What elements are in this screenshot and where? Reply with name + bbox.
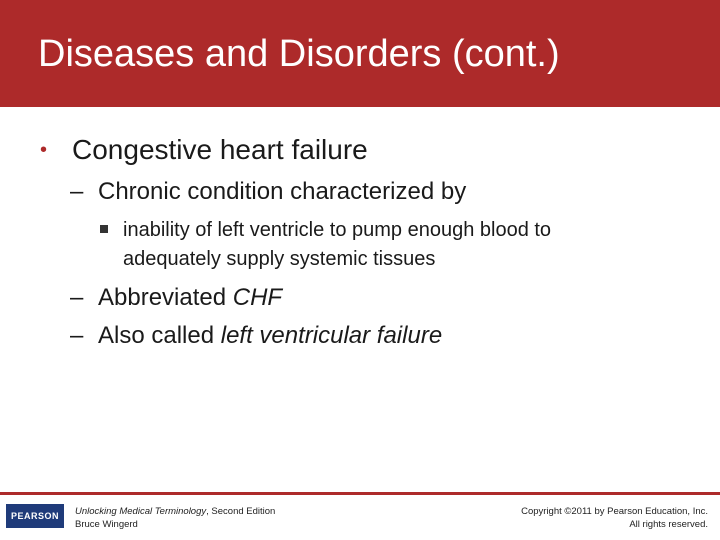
rights-text: All rights reserved. bbox=[629, 519, 708, 530]
dash-icon: – bbox=[70, 322, 84, 349]
book-title: Unlocking Medical Terminology bbox=[75, 506, 207, 517]
bullet-text: Congestive heart failure bbox=[72, 134, 368, 165]
square-bullet-icon bbox=[100, 225, 108, 233]
author: Bruce Wingerd bbox=[75, 519, 138, 530]
also-called-term: left ventricular failure bbox=[220, 322, 443, 349]
abbrev-term: CHF bbox=[232, 284, 283, 311]
abbrev-prefix: Abbreviated bbox=[98, 284, 233, 311]
sub-bullet-text: Chronic condition characterized by bbox=[98, 178, 467, 205]
copyright-text: Copyright ©2011 by Pearson Education, Inc. bbox=[521, 506, 708, 517]
also-called-prefix: Also called bbox=[98, 322, 221, 349]
title-bar bbox=[0, 0, 720, 107]
footer-book-info bbox=[75, 505, 275, 531]
sub-sub-bullet-line-2: adequately supply systemic tissues bbox=[123, 248, 436, 270]
dash-icon: – bbox=[70, 178, 84, 205]
sub-sub-bullet-line-1: inability of left ventricle to pump enough blood to bbox=[123, 219, 552, 241]
sub-bullet-text bbox=[98, 283, 282, 313]
footer-copyright bbox=[521, 505, 708, 531]
book-edition: , Second Edition bbox=[206, 506, 276, 517]
logo-text: PEARSON bbox=[10, 511, 59, 521]
sub-bullet-text bbox=[98, 321, 442, 351]
slide-title: Diseases and Disorders (cont.) bbox=[38, 33, 560, 75]
dash-icon: – bbox=[70, 284, 84, 311]
footer-divider bbox=[0, 492, 720, 495]
bullet-dot-icon: • bbox=[40, 139, 48, 161]
sub-sub-bullet-text bbox=[123, 216, 663, 274]
pearson-logo bbox=[6, 504, 64, 528]
